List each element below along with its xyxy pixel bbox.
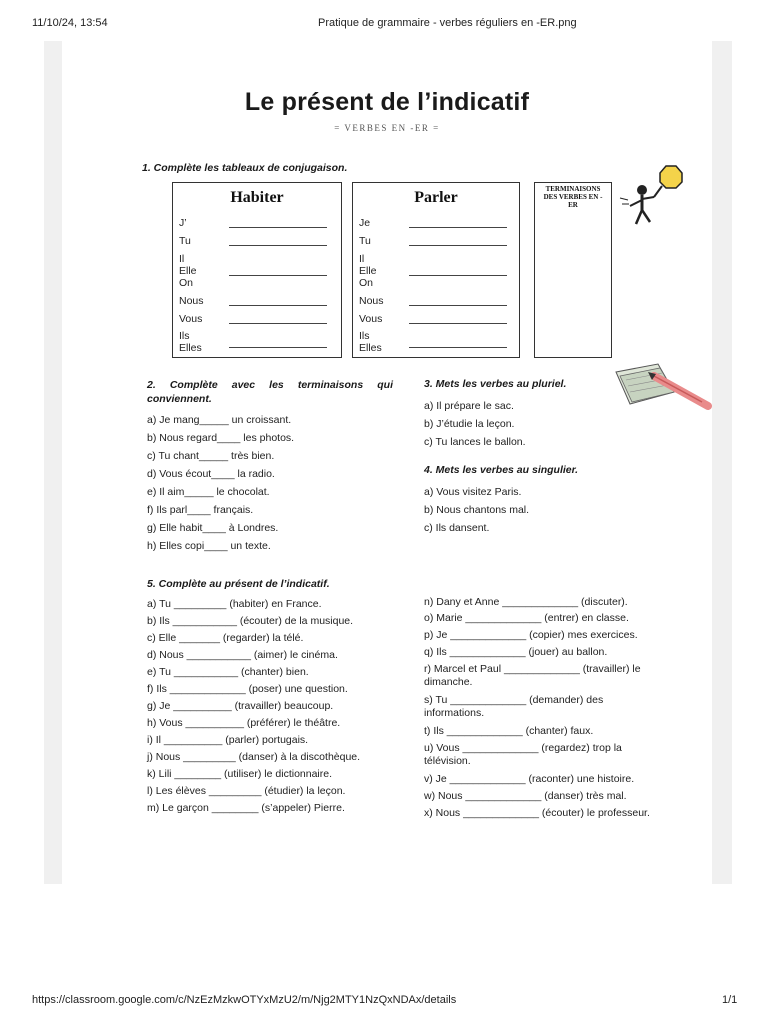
worksheet-subtitle: = VERBES EN -ER = (334, 123, 440, 133)
exercise-item: c) Tu lances le ballon. (424, 436, 526, 448)
section2-heading: 2. Complète avec les terminaisons qui conviennent. (147, 379, 393, 405)
answer-blank[interactable] (229, 347, 327, 348)
parler-pronoun: Il Elle On (359, 253, 377, 289)
parler-pronoun: Nous (359, 295, 384, 307)
exercise-item: j) Nous _________ (danser) à la discothèque. (147, 751, 361, 763)
exercise-item: t) Ils _____________ (chanter) faux. (424, 725, 594, 737)
exercise-item: d) Nous ___________ (aimer) le cinéma. (147, 649, 338, 661)
habiter-pronoun: J’ (179, 217, 187, 229)
notebook-pencil-icon (612, 362, 716, 414)
exercise-item: k) Lili ________ (utiliser) le dictionnaire. (147, 768, 333, 780)
print-doc-title: Pratique de grammaire - verbes réguliers en -ER.png (318, 17, 577, 29)
exercise-item: n) Dany et Anne _____________ (discuter). (424, 596, 628, 608)
exercise-item: b) Nous regard____ les photos. (147, 432, 295, 444)
habiter-pronoun: Vous (179, 313, 203, 325)
exercise-item: g) Elle habit____ à Londres. (147, 522, 279, 534)
exercise-item: m) Le garçon ________ (s’appeler) Pierre. (147, 802, 345, 814)
exercise-item: x) Nous _____________ (écouter) le professeur. (424, 807, 650, 819)
answer-blank[interactable] (409, 305, 507, 306)
exercise-item: c) Tu chant_____ très bien. (147, 450, 275, 462)
exercise-item: a) Tu _________ (habiter) en France. (147, 598, 322, 610)
answer-blank[interactable] (409, 323, 507, 324)
answer-blank[interactable] (409, 275, 507, 276)
section4-heading: 4. Mets les verbes au singulier. (424, 464, 579, 476)
habiter-pronoun: Nous (179, 295, 204, 307)
answer-blank[interactable] (229, 305, 327, 306)
exercise-item: a) Il prépare le sac. (424, 400, 514, 412)
exercise-item: f) Ils _____________ (poser) une question. (147, 683, 348, 695)
parler-pronoun: Je (359, 217, 371, 229)
table-habiter (172, 182, 342, 358)
exercise-item: l) Les élèves _________ (étudier) la leçon. (147, 785, 346, 797)
worksheet-title: Le présent de l’indicatif (244, 88, 530, 116)
exercise-item: b) Ils ___________ (écouter) de la musique. (147, 615, 354, 627)
terminaisons-title: TERMINAISONS DES VERBES EN - ER (543, 185, 603, 209)
exercise-item: r) Marcel et Paul _____________ (travailler) le dimanche. (424, 663, 641, 688)
table-terminaisons (534, 182, 612, 358)
answer-blank[interactable] (229, 245, 327, 246)
exercise-item: g) Je __________ (travailler) beaucoup. (147, 700, 334, 712)
exercise-item: w) Nous _____________ (danser) très mal. (424, 790, 627, 802)
exercise-item: d) Vous écout____ la radio. (147, 468, 275, 480)
exercise-item: s) Tu _____________ (demander) des informations. (424, 694, 604, 719)
table-habiter-title: Habiter (230, 189, 284, 206)
answer-blank[interactable] (229, 227, 327, 228)
exercise-item: a) Je mang_____ un croissant. (147, 414, 292, 426)
parler-pronoun: Vous (359, 313, 383, 325)
table-parler (352, 182, 520, 358)
exercise-item: e) Il aim_____ le chocolat. (147, 486, 270, 498)
exercise-item: c) Elle _______ (regarder) la télé. (147, 632, 304, 644)
exercise-item: a) Vous visitez Paris. (424, 486, 522, 498)
answer-blank[interactable] (409, 347, 507, 348)
exercise-item: h) Vous __________ (préférer) le théâtre. (147, 717, 341, 729)
exercise-item: c) Ils dansent. (424, 522, 490, 534)
exercise-item: b) Nous chantons mal. (424, 504, 530, 516)
section1-heading: 1. Complète les tableaux de conjugaison. (142, 162, 348, 174)
habiter-pronoun: Ils Elles (179, 330, 202, 354)
answer-blank[interactable] (229, 323, 327, 324)
exercise-item: b) J’étudie la leçon. (424, 418, 515, 430)
exercise-item: o) Marie _____________ (entrer) en classe. (424, 612, 629, 624)
exercise-item: h) Elles copi____ un texte. (147, 540, 271, 552)
section3-heading: 3. Mets les verbes au pluriel. (424, 378, 567, 390)
habiter-pronoun: Il Elle On (179, 253, 197, 289)
parler-pronoun: Tu (359, 235, 371, 247)
parler-pronoun: Ils Elles (359, 330, 382, 354)
exercise-item: v) Je _____________ (raconter) une histoire. (424, 773, 635, 785)
answer-blank[interactable] (409, 245, 507, 246)
print-url[interactable]: https://classroom.google.com/c/NzEzMzkwOTYxMzU2/m/Njg2MTY1NzQxNDAx/details (32, 994, 457, 1006)
exercise-item: e) Tu ___________ (chanter) bien. (147, 666, 309, 678)
exercise-item: u) Vous _____________ (regardez) trop la télévision. (424, 742, 622, 767)
exercise-item: i) Il __________ (parler) portugais. (147, 734, 309, 746)
answer-blank[interactable] (409, 227, 507, 228)
print-datetime: 11/10/24, 13:54 (32, 17, 108, 29)
table-parler-title: Parler (414, 189, 458, 206)
habiter-pronoun: Tu (179, 235, 191, 247)
exercise-item: q) Ils _____________ (jouer) au ballon. (424, 646, 608, 658)
answer-blank[interactable] (229, 275, 327, 276)
print-page-count: 1/1 (722, 994, 738, 1006)
stick-figure-sign-icon (618, 164, 690, 228)
section5-heading: 5. Complète au présent de l’indicatif. (147, 578, 330, 590)
exercise-item: p) Je _____________ (copier) mes exercices. (424, 629, 638, 641)
exercise-item: f) Ils parl____ français. (147, 504, 254, 516)
